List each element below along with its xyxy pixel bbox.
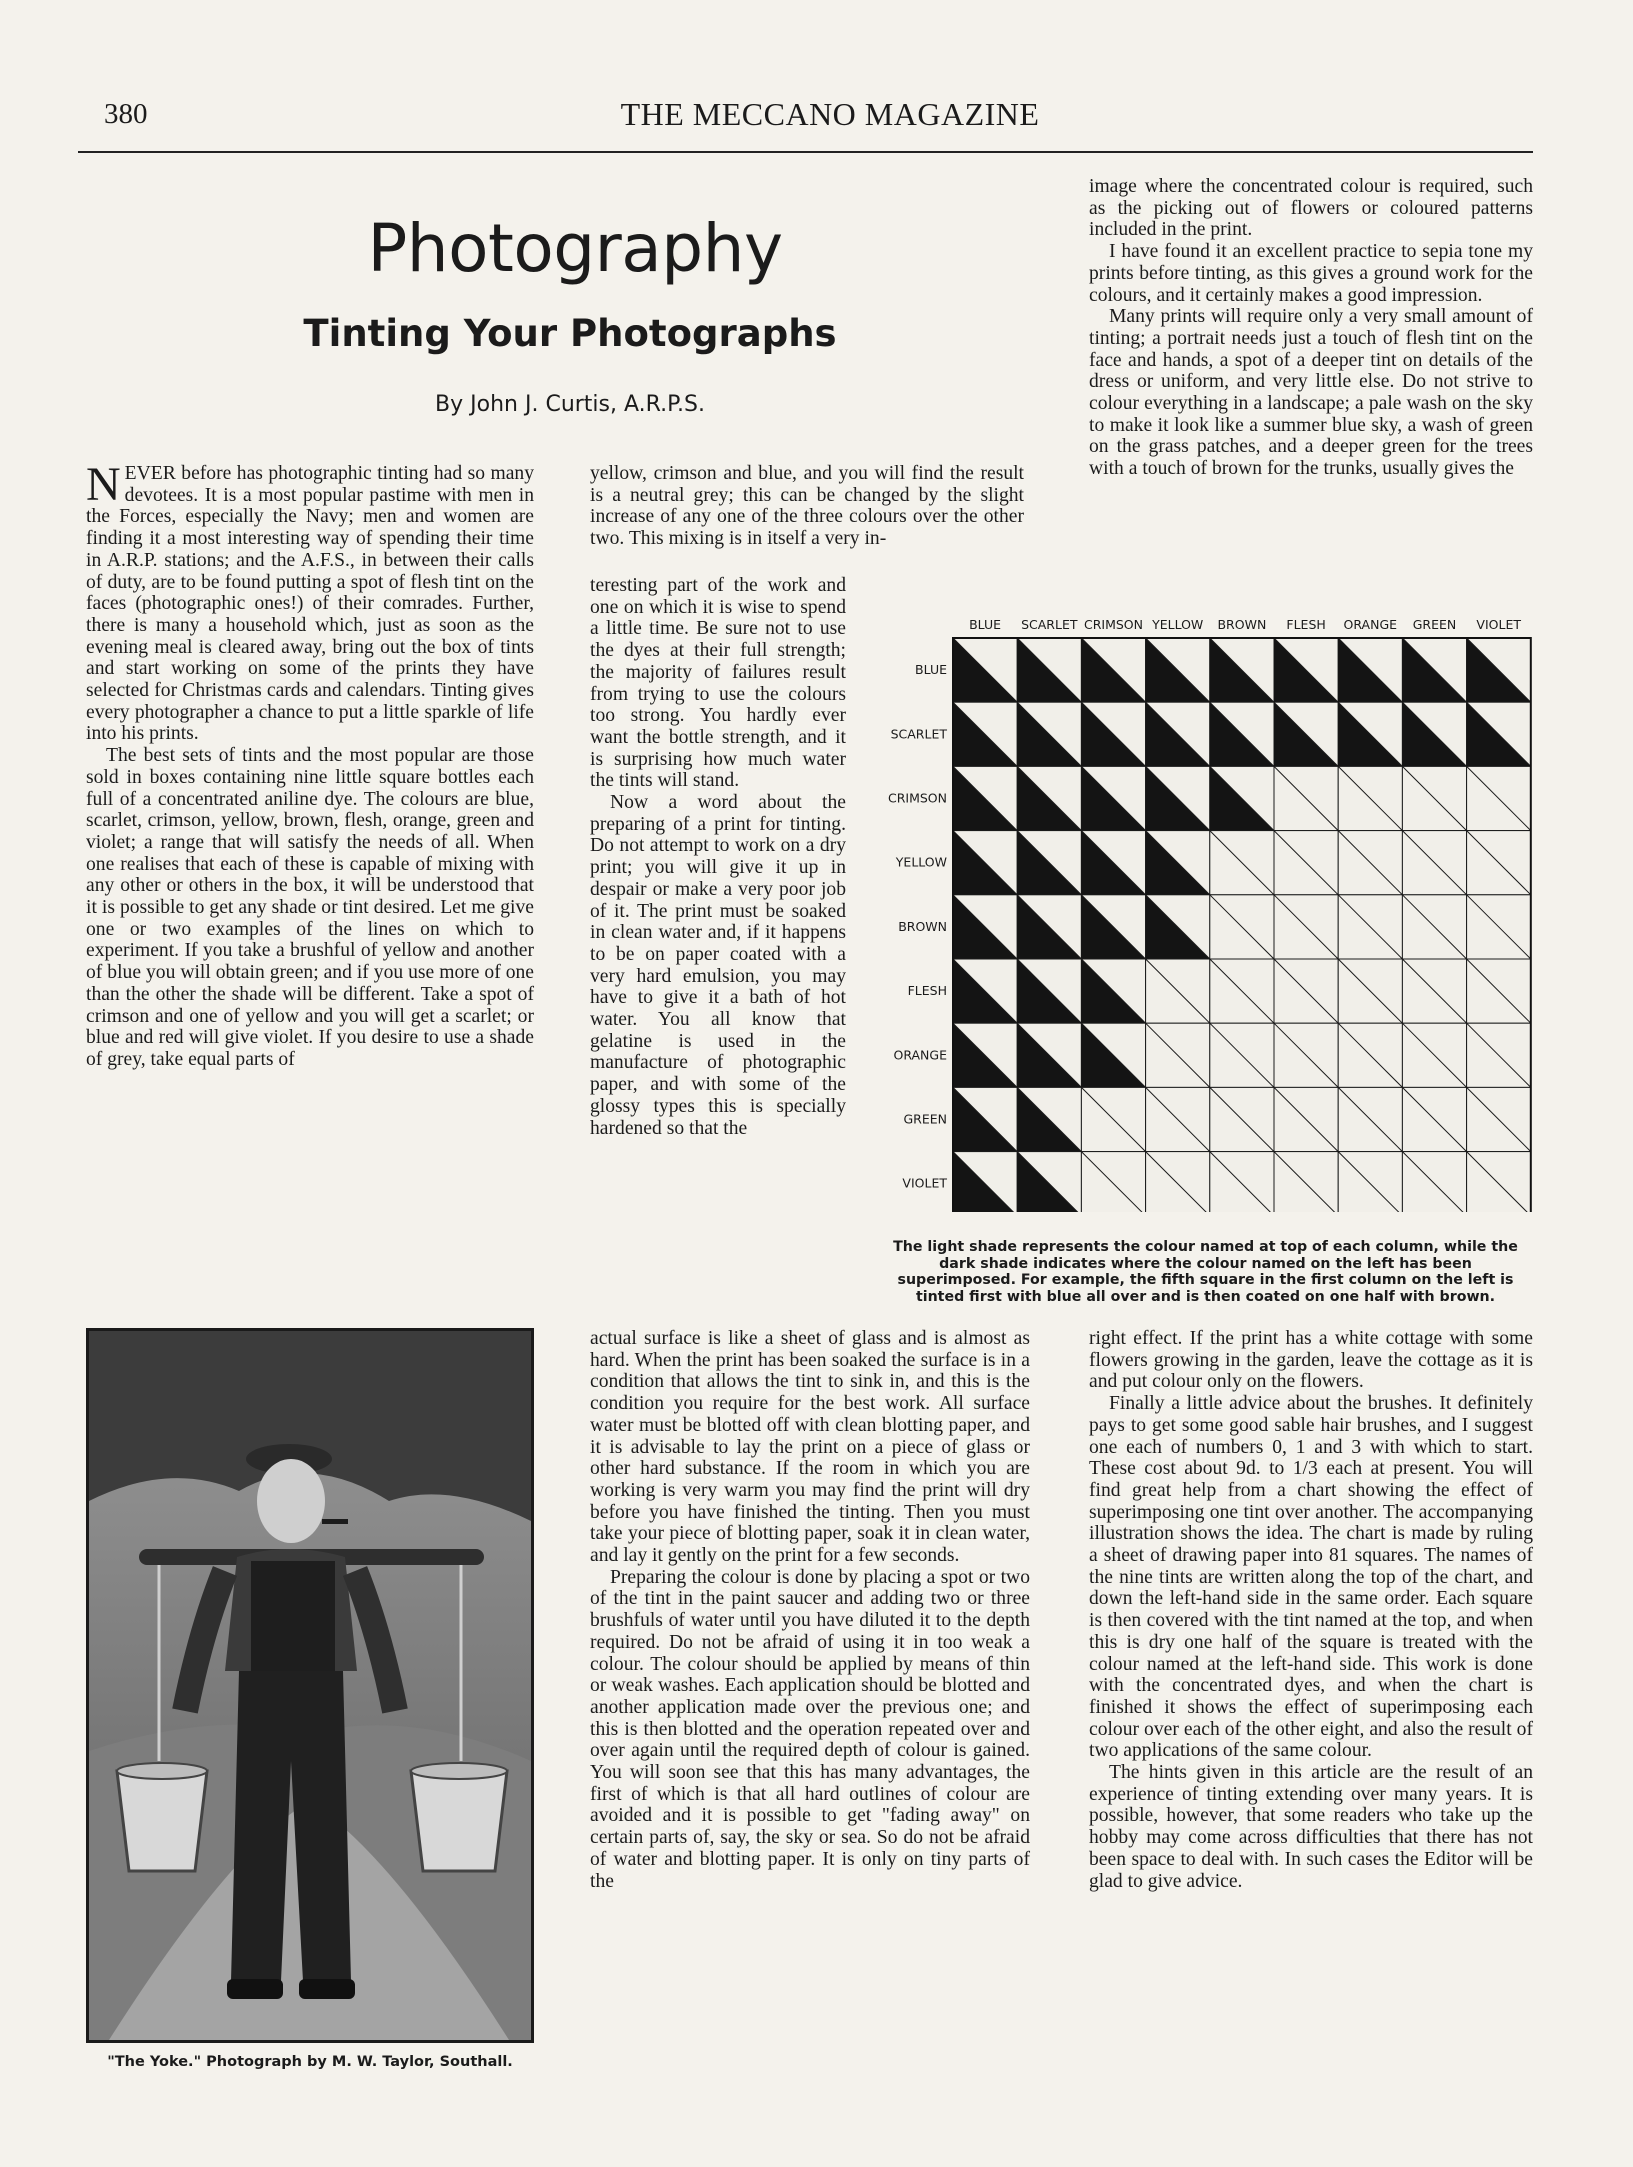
chart-column-label: BROWN — [1217, 617, 1267, 632]
left-boot — [227, 1979, 283, 1999]
running-head: THE MECCANO MAGAZINE — [620, 96, 1040, 132]
overall-bib — [251, 1561, 335, 1681]
paragraph: I have found it an excellent practice to sepia tone my prints before tinting, as this gives a ground work for the colours, and it certainly makes a good impression. — [1089, 241, 1533, 306]
chart-caption: The light shade represents the colour named at top of each column, while the dark shade indicates where the colour named on the left has been superimposed. For example, the fifth square in the first column on the left is tinted first with blue all over and is then coated on one half with brown. — [893, 1239, 1518, 1305]
paragraph: teresting part of the work and one on which it is wise to spend a little time. Be sure not to use the dyes at their full strength; the majority of failures result from trying to use the colours too strong. You hardly ever want the bottle strength, and it is surprising how much water the tints will stand. — [590, 575, 846, 792]
paragraph: actual surface is like a sheet of glass and is almost as hard. When the print has been soaked the surface is in a condition that allows the tint to sink in, and this is the condition you require for the best work. All surface water must be blotted off with clean blotting paper, and it is advisable to lay the print on a piece of glass or other hard substance. If the room in which you are working is very warm you may find the print will dry before you have finished the tinting. Then you must take your piece of blotting paper, soak it in clean water, and lay it gently on the print for a few seconds. — [590, 1328, 1030, 1567]
face — [257, 1459, 325, 1543]
paragraph: Preparing the colour is done by placing a spot or two of the tint in the paint saucer and adding two or three brushfuls of water until you have diluted it to the depth required. Do not be afraid of using it in too weak a colour. The colour should be applied by means of thin or weak washes. Each application should be blotted and another application made over the previous one; and this is then blotted and the operation repeated over and over again until the required depth of colour is gained. You will soon see that this has many advantages, the first of which is that all hard outlines of colour are avoided and it is possible to get "fading away" on certain parts of, say, the sky or sea. So do not be afraid of water and blotting paper. It is only on tiny parts of the — [590, 1566, 1030, 1892]
chart-row-label: VIOLET — [902, 1175, 947, 1191]
chart-column-label: VIOLET — [1476, 617, 1521, 632]
chart-row-label: ORANGE — [893, 1047, 947, 1063]
chart-row-label: BLUE — [915, 662, 947, 678]
chart-row-label: BROWN — [898, 918, 947, 934]
tint-chart-svg — [868, 612, 1533, 1212]
left-bucket — [117, 1771, 207, 1871]
paragraph: right effect. If the print has a white cottage with some flowers growing in the garden, leave the cottage as it is and put colour only on the flowers. — [1089, 1328, 1533, 1393]
chart-row-label: FLESH — [907, 983, 947, 999]
article-subtitle: Tinting Your Photographs — [303, 312, 837, 355]
right-boot — [299, 1979, 355, 1999]
column-2-bottom — [590, 1328, 1030, 1892]
right-bucket — [411, 1771, 507, 1871]
header-rule — [78, 151, 1533, 153]
chart-row-label: GREEN — [903, 1111, 947, 1127]
paragraph: image where the concentrated colour is required, such as the picking out of flowers or coloured patterns included in the print. — [1089, 176, 1533, 241]
paragraph — [86, 458, 534, 745]
pipe — [322, 1519, 348, 1524]
column-2-top — [590, 463, 1024, 550]
paragraph: yellow, crimson and blue, and you will find the result is a neutral grey; this can be changed by the slight increase of any one of the three colours over the other two. This mixing is in itself a very in- — [590, 463, 1024, 550]
column-2-narrow — [590, 575, 846, 1139]
photo-illustration — [89, 1331, 531, 2040]
paragraph: The best sets of tints and the most popular are those sold in boxes containing nine little square bottles each full of a concentrated aniline dye. The colours are blue, scarlet, crimson, yellow, brown, flesh, orange, green and violet; a range that will satisfy the needs of all. When one realises that each of these is capable of mixing with any other or others in the box, it will be understood that it is possible to get any shade or tint desired. Let me give one or two examples of the lines on which to experiment. If you take a brushful of yellow and another of blue you will obtain green; and if you use more of one than the other the shade will be different. Take a spot of crimson and one of yellow and you will get a scarlet; or blue and red will give violet. If you desire to use a shade of grey, take equal parts of — [86, 745, 534, 1070]
chart-column-label: CRIMSON — [1083, 617, 1144, 632]
chart-column-label: GREEN — [1412, 617, 1457, 632]
chart-row-label: CRIMSON — [887, 790, 947, 806]
column-3-top — [1089, 176, 1533, 480]
paragraph: Now a word about the preparing of a print for tinting. Do not attempt to work on a dry print; you will give it up in despair or make a very poor job of it. The print must be soaked in clean water and, if it happens to be on paper coated with a very hard emulsion, you may have to give it a bath of hot water. You all know that gelatine is used in the manufacture of photographic paper, and with some of the glossy types this is specially hardened so that the — [590, 792, 846, 1139]
chart-column-label: SCARLET — [1021, 617, 1078, 632]
paragraph: Many prints will require only a very small amount of tinting; a portrait needs just a touch of flesh tint on the face and hands, a spot of a deeper tint on details of the dress or uniform, and very little else. Do not strive to colour everything in a landscape; a pale wash on the sky to make it look like a summer blue sky, a wash of green on the grass patches, and a deeper green for the trees with a touch of brown for the trunks, usually gives the — [1089, 306, 1533, 480]
chart-column-label: BLUE — [969, 617, 1002, 632]
article-title: Photography — [367, 210, 783, 287]
chart-column-label: FLESH — [1286, 617, 1326, 632]
chart-row-label: YELLOW — [895, 854, 947, 870]
column-1 — [86, 458, 534, 1071]
chart-column-label: YELLOW — [1152, 617, 1204, 632]
paragraph-text: EVER before has photographic tinting had so many devotees. It is a most popular pastime with men in the Forces, especially the Navy; men and women are finding it a most interesting way of spending their time in A.R.P. stations; and the A.F.S., in between their calls of duty, are to be found putting a spot of flesh tint on the faces (photographic ones!) of their comrades. Further, there is many a household which, just as soon as the evening meal is cleared away, bring out the box of tints and start working on some of the prints they have selected for Christmas cards and calendars. Tinting gives every photographer a chance to put a little sparkle of life into his prints. — [86, 463, 534, 745]
photo-caption: "The Yoke." Photograph by M. W. Taylor, Southall. — [107, 2054, 513, 2070]
column-3-bottom — [1089, 1328, 1533, 1892]
article-byline: By John J. Curtis, A.R.P.S. — [435, 392, 705, 417]
drop-cap: N — [86, 458, 121, 511]
page-number: 380 — [104, 98, 148, 130]
chart-row-label: SCARLET — [890, 726, 947, 742]
tint-chart — [868, 612, 1533, 1212]
chart-column-label: ORANGE — [1343, 617, 1398, 632]
photograph-the-yoke — [86, 1328, 534, 2043]
paragraph: The hints given in this article are the result of an experience of tinting extending over many years. It is possible, however, that some readers who take up the hobby may come across difficulties that there has not been space to deal with. In such cases the Editor will be glad to give advice. — [1089, 1762, 1533, 1892]
paragraph: Finally a little advice about the brushes. It definitely pays to get some good sable hair brushes, and I suggest one each of numbers 0, 1 and 3 with which to start. These cost about 9d. to 1/3 each at present. You will find great help from a chart showing the effect of superimposing one tint over another. The accompanying illustration shows the idea. The chart is made by ruling a sheet of drawing paper into 81 squares. The names of the nine tints are written along the top of the chart, and down the left-hand side in the same order. Each square is then covered with the tint named at the top, and when this is dry one half of the square is treated with the colour named at the left-hand side. This work is done with the concentrated dyes, and when the chart is finished it shows the effect of superimposing each colour over each of the other eight, and also the result of two applications of the same colour. — [1089, 1393, 1533, 1762]
